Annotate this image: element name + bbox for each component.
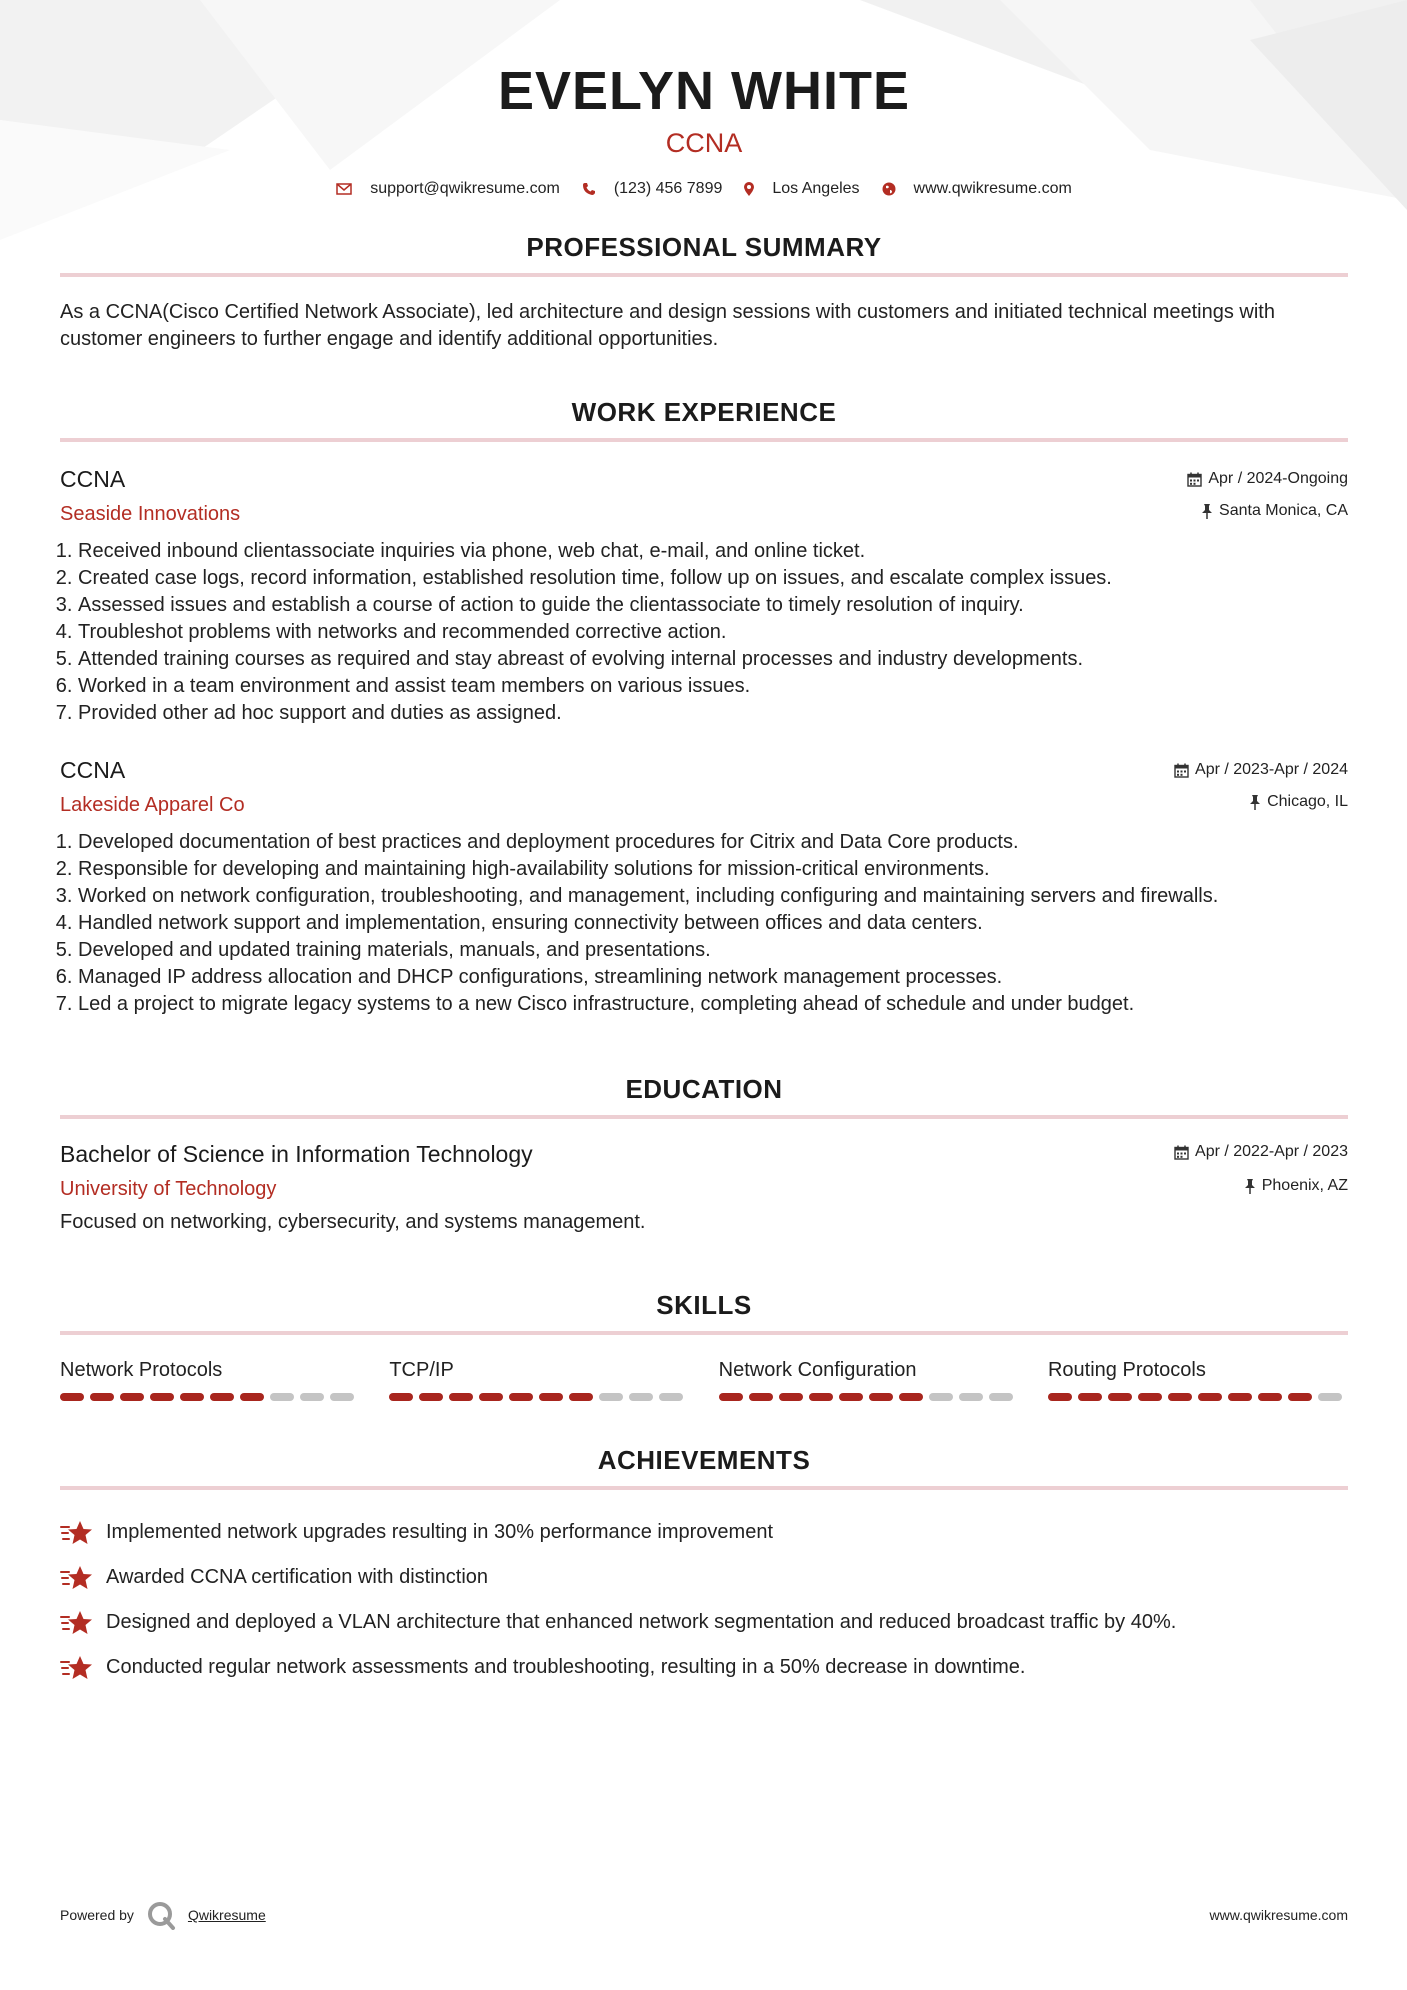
section-divider — [60, 1115, 1348, 1119]
section-heading-experience: WORK EXPERIENCE — [571, 397, 837, 427]
skill-segment-filled — [1258, 1393, 1282, 1401]
calendar-icon — [1187, 472, 1202, 487]
job-bullet: 7. Led a project to migrate legacy systems to a new Cisco infrastructure, completing ahead of schedule and under budget. — [78, 991, 1348, 1018]
job-bullet: 4. Troubleshot problems with networks and recommended corrective action. — [78, 619, 1348, 646]
skill-segment-filled — [839, 1393, 863, 1401]
skill-segment-filled — [150, 1393, 174, 1401]
job-location — [1174, 793, 1348, 811]
skill-segment-filled — [539, 1393, 563, 1401]
education-location-text: Phoenix, AZ — [1261, 1177, 1348, 1194]
education-meta — [1174, 1143, 1348, 1195]
skill-level-meter — [60, 1393, 360, 1401]
job-bullet: 6. Managed IP address allocation and DHCP configurations, streamlining network management processes. — [78, 964, 1348, 991]
skill-item — [1048, 1357, 1348, 1401]
job-entry — [60, 755, 1348, 1018]
job-dates-text: Apr / 2023-Apr / 2024 — [1195, 761, 1348, 778]
skill-segment-filled — [449, 1393, 473, 1401]
section-heading-summary: PROFESSIONAL SUMMARY — [526, 232, 882, 262]
company-name: Seaside Innovations — [60, 503, 241, 525]
skill-segment-filled — [60, 1393, 84, 1401]
job-location — [1187, 502, 1348, 520]
skill-segment-empty — [629, 1393, 653, 1401]
section-heading-education: EDUCATION — [625, 1074, 783, 1104]
skill-segment-empty — [929, 1393, 953, 1401]
footer-website[interactable]: www.qwikresume.com — [1209, 1907, 1348, 1923]
job-bullets — [60, 829, 1348, 1018]
resume-page — [60, 0, 1348, 1690]
skill-segment-filled — [1228, 1393, 1252, 1401]
skill-segment-filled — [1168, 1393, 1192, 1401]
job-bullet: 2. Created case logs, record information, established resolution time, follow up on issues, and escalate complex issues. — [78, 565, 1348, 592]
job-bullet: 5. Developed and updated training materials, manuals, and presentations. — [78, 937, 1348, 964]
skill-segment-filled — [509, 1393, 533, 1401]
section-divider — [60, 1331, 1348, 1335]
job-dates-text: Apr / 2024-Ongoing — [1208, 470, 1348, 487]
section-heading-achievements: ACHIEVEMENTS — [597, 1445, 811, 1475]
skill-segment-filled — [569, 1393, 593, 1401]
skill-name: Routing Protocols — [1047, 1359, 1206, 1381]
skill-item — [719, 1357, 1019, 1401]
section-divider — [60, 438, 1348, 442]
education-description: Focused on networking, cybersecurity, and systems management. — [60, 1211, 646, 1233]
skills-list — [60, 1357, 1348, 1401]
location-text: Los Angeles — [772, 180, 860, 197]
education-location — [1174, 1177, 1348, 1195]
job-entry — [60, 464, 1348, 727]
website-text: www.qwikresume.com — [913, 180, 1072, 197]
job-bullet: 7. Provided other ad hoc support and duties as assigned. — [78, 700, 1348, 727]
section-heading-skills: SKILLS — [656, 1290, 752, 1320]
star-award-icon — [60, 1564, 94, 1592]
school-name: University of Technology — [60, 1178, 277, 1200]
achievement-text: Implemented network upgrades resulting in 30% performance improvement — [106, 1521, 774, 1543]
skill-segment-empty — [1318, 1393, 1342, 1401]
skill-segment-empty — [300, 1393, 324, 1401]
brand-link[interactable]: Qwikresume — [187, 1907, 266, 1923]
job-meta — [1187, 470, 1348, 520]
experience-section — [60, 397, 1348, 1018]
job-bullet: 1. Received inbound clientassociate inquiries via phone, web chat, e-mail, and online ticket. — [78, 538, 1348, 565]
skill-segment-filled — [1048, 1393, 1072, 1401]
achievements-section — [60, 1445, 1348, 1690]
star-award-icon — [60, 1609, 94, 1637]
education-dates — [1174, 1143, 1348, 1161]
skill-segment-filled — [210, 1393, 234, 1401]
education-dates-text: Apr / 2022-Apr / 2023 — [1195, 1143, 1348, 1160]
achievement-item — [60, 1555, 1348, 1600]
skill-segment-filled — [809, 1393, 833, 1401]
candidate-name: EVELYN WHITE — [497, 61, 911, 121]
job-bullet: 3. Assessed issues and establish a course of action to guide the clientassociate to timely resolution of inquiry. — [78, 592, 1348, 619]
skill-name: Network Configuration — [718, 1359, 917, 1381]
job-location-text: Chicago, IL — [1267, 793, 1348, 810]
skill-item — [60, 1357, 360, 1401]
contact-website[interactable] — [882, 180, 1072, 198]
skill-segment-empty — [270, 1393, 294, 1401]
skill-segment-filled — [419, 1393, 443, 1401]
achievement-item — [60, 1510, 1348, 1555]
job-dates — [1187, 470, 1348, 488]
contact-phone[interactable] — [582, 180, 723, 198]
skill-segment-empty — [330, 1393, 354, 1401]
email-text: support@qwikresume.com — [370, 180, 560, 197]
skill-segment-filled — [1198, 1393, 1222, 1401]
star-award-icon — [60, 1519, 94, 1547]
powered-by-label: Powered by — [60, 1907, 134, 1923]
job-bullets — [60, 538, 1348, 727]
contact-bar — [60, 180, 1348, 198]
job-title: CCNA — [60, 757, 126, 783]
skill-segment-filled — [1078, 1393, 1102, 1401]
education-entry — [60, 1139, 1348, 1236]
pushpin-icon — [1244, 1179, 1256, 1194]
powered-by — [60, 1900, 266, 1930]
degree-title: Bachelor of Science in Information Technology — [60, 1141, 533, 1167]
job-bullet: 4. Handled network support and implementation, ensuring connectivity between offices and data centers. — [78, 910, 1348, 937]
phone-text: (123) 456 7899 — [613, 180, 723, 197]
skill-segment-filled — [1288, 1393, 1312, 1401]
achievement-text: Awarded CCNA certification with distinction — [106, 1566, 489, 1588]
skill-segment-filled — [779, 1393, 803, 1401]
page-footer — [60, 1900, 1348, 1930]
skill-segment-filled — [180, 1393, 204, 1401]
job-bullet: 6. Worked in a team environment and assist team members on various issues. — [78, 673, 1348, 700]
pushpin-icon — [1249, 795, 1261, 810]
globe-icon — [882, 182, 896, 196]
skill-segment-filled — [389, 1393, 413, 1401]
skill-level-meter — [719, 1393, 1019, 1401]
job-bullet: 2. Responsible for developing and maintaining high-availability solutions for mission-critical environments. — [78, 856, 1348, 883]
summary-section — [60, 232, 1348, 353]
company-name: Lakeside Apparel Co — [60, 794, 245, 816]
skill-level-meter — [389, 1393, 689, 1401]
achievement-text: Designed and deployed a VLAN architecture that enhanced network segmentation and reduced broadcast traffic by 40%. — [106, 1611, 1177, 1633]
skill-segment-empty — [959, 1393, 983, 1401]
job-dates — [1174, 761, 1348, 779]
phone-icon — [582, 182, 596, 196]
education-section — [60, 1074, 1348, 1236]
job-meta — [1174, 761, 1348, 811]
achievement-item — [60, 1645, 1348, 1690]
skill-name: TCP/IP — [389, 1359, 454, 1381]
skill-segment-filled — [869, 1393, 893, 1401]
skill-segment-filled — [90, 1393, 114, 1401]
skill-segment-empty — [659, 1393, 683, 1401]
section-divider — [60, 1486, 1348, 1490]
achievements-list — [60, 1510, 1348, 1690]
skill-name: Network Protocols — [60, 1359, 223, 1381]
section-divider — [60, 273, 1348, 277]
candidate-title: CCNA — [665, 128, 743, 158]
resume-header — [60, 58, 1348, 198]
achievement-text: Conducted regular network assessments and troubleshooting, resulting in a 50% decrease in downtime. — [106, 1656, 1026, 1678]
star-award-icon — [60, 1654, 94, 1682]
skill-segment-filled — [120, 1393, 144, 1401]
job-title: CCNA — [60, 466, 126, 492]
skill-segment-filled — [719, 1393, 743, 1401]
calendar-icon — [1174, 763, 1189, 778]
job-location-text: Santa Monica, CA — [1219, 502, 1348, 519]
contact-location — [744, 180, 859, 198]
skill-segment-filled — [749, 1393, 773, 1401]
skill-segment-filled — [479, 1393, 503, 1401]
skill-segment-empty — [989, 1393, 1013, 1401]
skill-segment-filled — [899, 1393, 923, 1401]
skill-item — [389, 1357, 689, 1401]
skills-section — [60, 1290, 1348, 1401]
skill-segment-empty — [599, 1393, 623, 1401]
calendar-icon — [1174, 1145, 1189, 1160]
job-bullet: 1. Developed documentation of best practices and deployment procedures for Citrix and Data Core products. — [78, 829, 1348, 856]
skill-segment-filled — [1138, 1393, 1162, 1401]
qwikresume-logo-icon — [146, 1900, 176, 1930]
skill-level-meter — [1048, 1393, 1348, 1401]
job-bullet: 5. Attended training courses as required and stay abreast of evolving internal processes and industry developments. — [78, 646, 1348, 673]
envelope-icon — [336, 183, 352, 195]
achievement-item — [60, 1600, 1348, 1645]
pushpin-icon — [1201, 504, 1213, 519]
skill-segment-filled — [240, 1393, 264, 1401]
contact-email[interactable] — [336, 180, 560, 198]
map-marker-icon — [744, 182, 754, 196]
summary-text: As a CCNA(Cisco Certified Network Associate), led architecture and design sessions with customers and initiated technical meetings with customer engineers to further engage and identify additional opportunities. — [60, 301, 1275, 350]
skill-segment-filled — [1108, 1393, 1132, 1401]
job-bullet: 3. Worked on network configuration, troubleshooting, and management, including configuring and maintaining servers and firewalls. — [78, 883, 1348, 910]
